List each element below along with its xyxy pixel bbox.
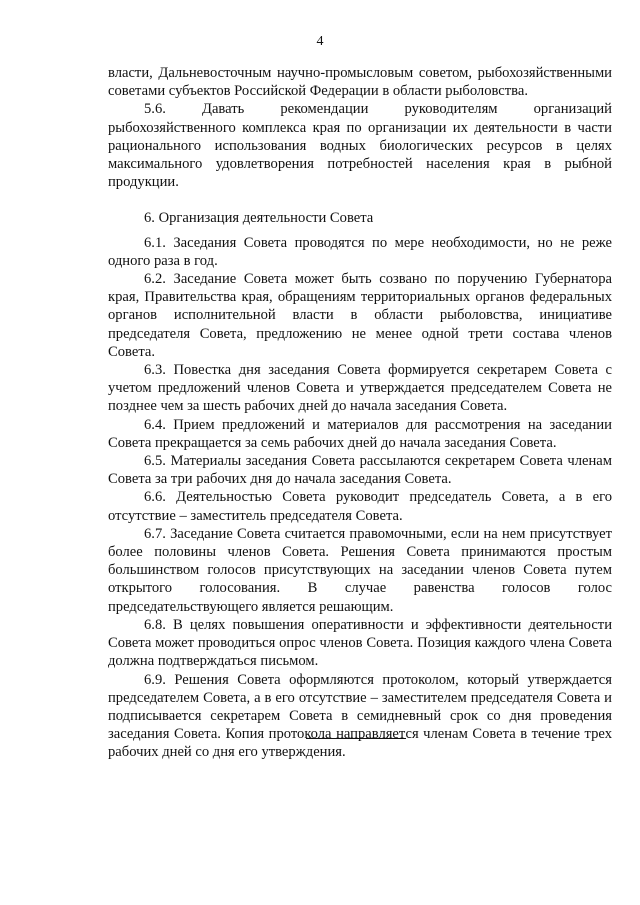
paragraph-6-1: 6.1. Заседания Совета проводятся по мере необходимости, но не реже одного раза в год. [108, 234, 612, 269]
paragraph-6-7: 6.7. Заседание Совета считается правомочными, если на нем присутствует более половины членов Совета. Решения Совета принимаются простым большинством голосов присутствующих на заседании членов Совета путем открытого голосования. В случае равенства голосов голос председательствующего является решающим. [108, 525, 612, 615]
section-heading-6: 6. Организация деятельности Совета [144, 210, 374, 227]
paragraph-6-9: 6.9. Решения Совета оформляются протоколом, который утверждается председателем Совета, а в его отсутствие – заместителем председателя Совета и подписывается секретарем Совета в семидневный срок со дня проведения заседания Совета. Копия протокола направляется членам Совета в течение трех рабочих дней со дня его утверждения. [108, 671, 612, 761]
paragraph-continuation: власти, Дальневосточным научно-промысловым советом, рыбохозяйственными советами субъектов Российской Федерации в области рыболовства. [108, 65, 612, 100]
end-divider-line [306, 738, 406, 739]
paragraph-6-5: 6.5. Материалы заседания Совета рассылаются секретарем Совета членам Совета за три рабочих дня до начала заседания Совета. [108, 453, 612, 488]
page-number: 4 [316, 34, 324, 49]
paragraph-6-3: 6.3. Повестка дня заседания Совета формируется секретарем Совета с учетом предложений членов Совета и утверждается председателем Совета не позднее чем за шесть рабочих дней до начала заседания Совета. [108, 362, 612, 415]
paragraph-6-6: 6.6. Деятельностью Совета руководит председатель Совета, а в его отсутствие – заместитель председателя Совета. [108, 489, 612, 524]
paragraph-6-8: 6.8. В целях повышения оперативности и эффективности деятельности Совета может проводиться опрос членов Совета. Позиция каждого члена Совета должна подтверждаться письмом. [108, 616, 612, 670]
document-body [108, 64, 612, 762]
paragraph-6-2: 6.2. Заседание Совета может быть созвано по поручению Губернатора края, Правительства края, обращениям территориальных органов федеральных органов исполнительной власти в области рыболовства, инициативе председателя Совета, предложению не менее одной трети состава членов Совета. [108, 271, 612, 360]
paragraph-6-4: 6.4. Прием предложений и материалов для рассмотрения на заседании Совета прекращается за семь рабочих дней до начала заседания Совета. [108, 416, 612, 451]
paragraph-5-6: 5.6. Давать рекомендации руководителям организаций рыбохозяйственного комплекса края по организации их деятельности в части рационального использования водных биологических ресурсов в целях максимального удовлетворения потребностей населения края в рыбной продукции. [108, 101, 612, 191]
